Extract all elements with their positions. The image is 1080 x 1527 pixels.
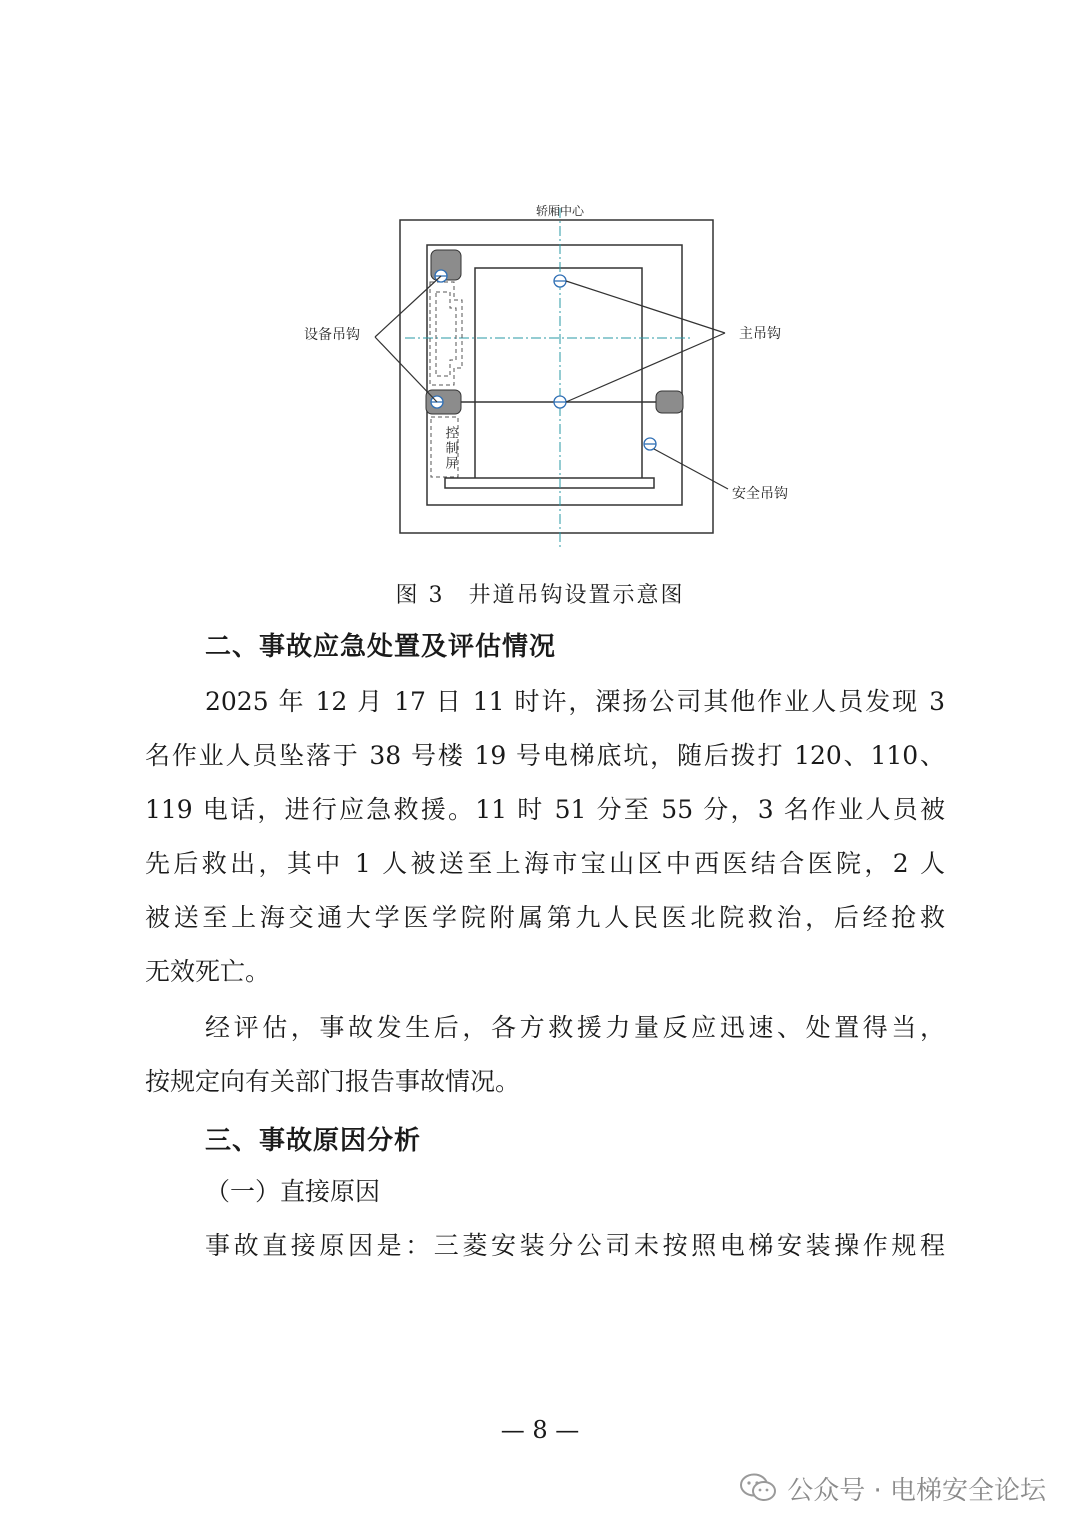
label-safety-hook: 安全吊钩 <box>732 486 788 502</box>
label-main-hook: 主吊钩 <box>739 326 781 342</box>
counterweight-outline <box>430 282 462 385</box>
leader-main-bottom <box>566 333 725 402</box>
section-2-heading: 二、事故应急处置及评估情况 <box>205 632 557 662</box>
paragraph-line: 名作业人员坠落于 38 号楼 19 号电梯底坑，随后拨打 120、110、 <box>145 741 945 770</box>
right-rail-block <box>656 391 683 413</box>
wechat-icon <box>739 1472 777 1504</box>
paragraph-line: 先后救出，其中 1 人被送至上海市宝山区中西医结合医院，2 人 <box>145 849 945 878</box>
hoistway-hook-diagram <box>300 195 788 565</box>
section-3-heading: 三、事故原因分析 <box>205 1126 422 1156</box>
paragraph-line: 按规定向有关部门报告事故情况。 <box>145 1067 521 1096</box>
paragraph-line: 2025 年 12 月 17 日 11 时许，溧扬公司其他作业人员发现 3 <box>205 687 945 716</box>
watermark <box>739 1468 1046 1508</box>
paragraph-line: 被送至上海交通大学医学院附属第九人民医北院救治，后经抢救 <box>145 903 945 932</box>
subsection-heading: （一）直接原因 <box>205 1177 381 1206</box>
watermark-text: 公众号 · 电梯安全论坛 <box>787 1475 1046 1506</box>
leader-equipment-top <box>375 276 441 337</box>
car-sill <box>445 478 654 488</box>
label-equipment-hook: 设备吊钩 <box>304 327 360 343</box>
main-hook-top-icon <box>554 275 566 287</box>
leader-safety <box>654 449 728 489</box>
counterweight-inner <box>436 292 456 376</box>
car-outline <box>475 268 642 478</box>
figure-caption: 图 3 井道吊钩设置示意图 <box>395 583 685 608</box>
paragraph-line: 无效死亡。 <box>145 957 271 986</box>
paragraph-line: 119 电话，进行应急救援。11 时 51 分至 55 分，3 名作业人员被 <box>145 795 945 824</box>
label-car-center: 轿厢中心 <box>535 204 585 218</box>
paragraph-line: 经评估，事故发生后，各方救援力量反应迅速、处置得当， <box>205 1013 945 1042</box>
main-hook-bottom-icon <box>554 396 566 408</box>
safety-hook-icon <box>644 438 656 450</box>
leader-main-top <box>566 281 725 333</box>
label-control-cabinet: 控制屏 <box>442 426 458 471</box>
page-number: — 8 — <box>500 1416 580 1444</box>
section-3-paragraph: 事故直接原因是：三菱安装分公司未按照电梯安装操作规程 <box>205 1231 945 1260</box>
